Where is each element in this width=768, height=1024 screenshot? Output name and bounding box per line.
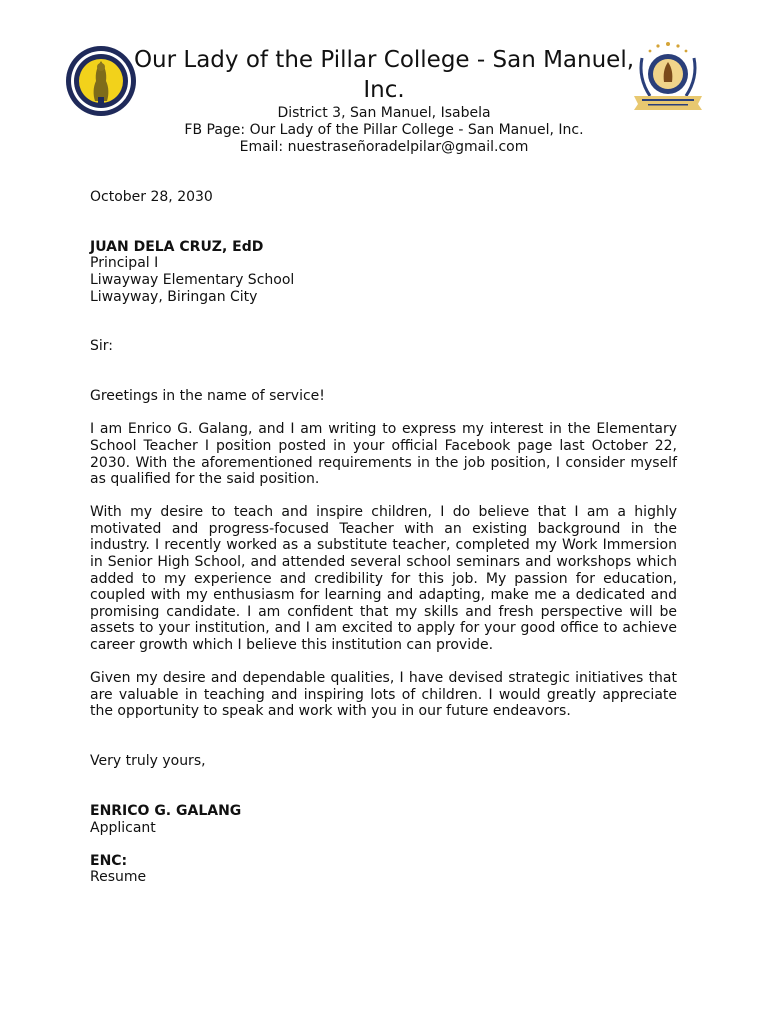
recipient-school: Liwayway Elementary School xyxy=(90,271,295,288)
college-name: Our Lady of the Pillar College - San Manuel, Inc. xyxy=(133,47,635,103)
letter-body xyxy=(90,189,677,886)
paragraph-closing: Given my desire and dependable qualities, I have devised strategic initiatives that are valuable in teaching and inspiring lots of children. I would greatly appreciate the opportunity to speak and work with you in our future endeavors. xyxy=(90,670,677,720)
salutation: Sir: xyxy=(90,338,114,355)
letterhead xyxy=(110,45,658,156)
college-address: District 3, San Manuel, Isabela xyxy=(277,105,491,121)
signer-role: Applicant xyxy=(90,819,156,836)
complimentary-close: Very truly yours, xyxy=(90,753,206,770)
recipient-title: Principal I xyxy=(90,255,159,272)
enclosure-item: Resume xyxy=(90,869,147,886)
letter-date: October 28, 2030 xyxy=(90,189,213,205)
college-email: Email: nuestraseñoradelpilar@gmail.com xyxy=(239,139,529,155)
recipient-name: JUAN DELA CRUZ, EdD xyxy=(90,238,264,255)
recipient-address: Liwayway, Biringan City xyxy=(90,288,258,305)
college-fb-page: FB Page: Our Lady of the Pillar College - San Manuel, Inc. xyxy=(184,122,584,138)
greeting: Greetings in the name of service! xyxy=(90,388,325,405)
enclosure-label: ENC: xyxy=(90,852,128,869)
paragraph-intro: I am Enrico G. Galang, and I am writing to express my interest in the Elementary School Teacher I position posted in your official Facebook page last October 22, 2030. With the aforementioned requirements in the job position, I consider myself as qualified for the said position. xyxy=(90,421,677,488)
paragraph-qualifications: With my desire to teach and inspire children, I do believe that I am a highly motivated and progress-focused Teacher with an existing background in the industry. I recently worked as a substitute teacher, completed my Work Immersion in Senior High School, and attended several school seminars and workshops which added to my experience and credibility for this job. My passion for education, coupled with my enthusiasm for learning and adapting, make me a dedicated and promising candidate. I am confident that my skills and fresh perspective will be assets to your institution, and I am excited to apply for your good office to achieve career growth which I believe this institution can provide. xyxy=(90,504,677,654)
signer-name: ENRICO G. GALANG xyxy=(90,802,242,819)
